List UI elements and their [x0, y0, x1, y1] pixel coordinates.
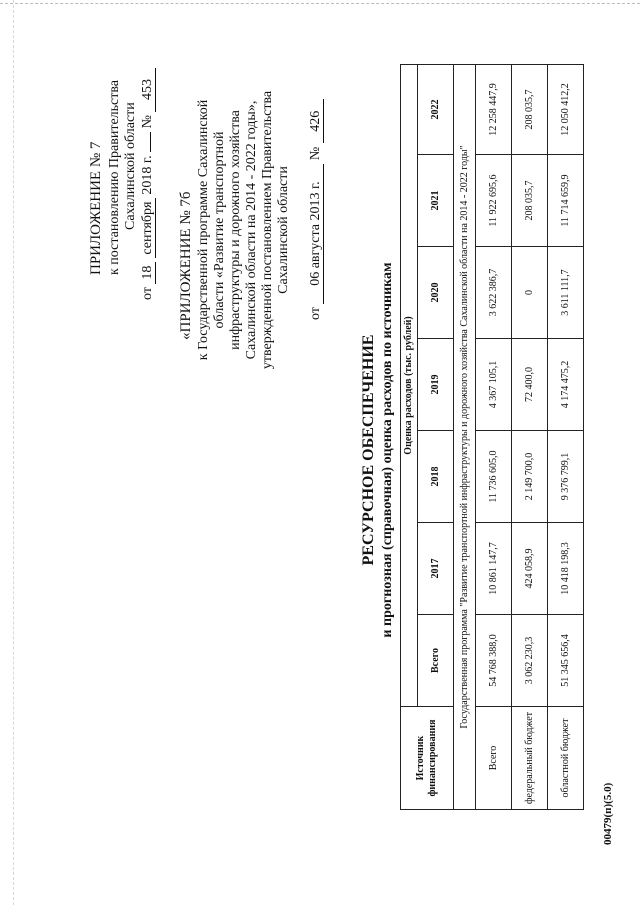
column-header: 2022 — [418, 64, 454, 154]
program-from-label: от — [308, 307, 323, 320]
program-number: 426 — [309, 99, 324, 143]
program-num-label: № — [308, 146, 323, 161]
program-row — [454, 64, 476, 809]
rotated-page — [20, 50, 620, 850]
appendix-line-2: Сахалинской области — [123, 102, 138, 230]
table-cell: 9 376 799,1 — [548, 431, 584, 523]
table-cell: 3 062 230,3 — [512, 615, 548, 707]
table-cell: 2 149 700,0 — [512, 431, 548, 523]
scan-edge-top — [0, 3, 640, 4]
table-cell: 11 922 695,6 — [476, 155, 512, 247]
row-label: Всего — [476, 707, 512, 810]
table-row — [512, 64, 548, 809]
program-line: к Государственной программе Сахалинской — [196, 99, 211, 361]
appendix-month: сентября — [141, 198, 156, 258]
table-row — [548, 64, 584, 809]
program-line: Сахалинской области — [276, 166, 291, 294]
scan-edge-left — [13, 0, 14, 905]
appendix-date-line — [140, 68, 156, 300]
program-appendix-title: «ПРИЛОЖЕНИЕ № 7б — [178, 191, 194, 340]
table-cell: 4 174 475,2 — [548, 339, 584, 431]
table-cell: 0 — [512, 247, 548, 339]
table-cell: 12 050 412,2 — [548, 64, 584, 154]
program-date: 06 августа 2013 г. — [309, 164, 324, 304]
column-header: 2021 — [418, 155, 454, 247]
appendix-title: ПРИЛОЖЕНИЕ № 7 — [88, 141, 104, 275]
table-cell: 10 418 198,3 — [548, 523, 584, 615]
table-cell: 12 258 447,9 — [476, 64, 512, 154]
program-appendix-lines — [196, 80, 292, 380]
program-line: инфраструктуры и дорожного хозяйства — [228, 110, 243, 350]
program-date-line — [308, 99, 324, 320]
table-cell: 54 768 388,0 — [476, 615, 512, 707]
table-row — [476, 64, 512, 809]
document-code: 00479(п)(5.0) — [602, 782, 614, 845]
appendix-number: 453 — [141, 68, 156, 112]
table-cell: 3 611 111,7 — [548, 247, 584, 339]
table-cell: 208 035,7 — [512, 64, 548, 154]
table-cell: 51 345 656,4 — [548, 615, 584, 707]
appendix-year: 2018 — [140, 166, 155, 195]
appendix-num-label: № — [140, 115, 155, 129]
table-cell: 11 714 659,9 — [548, 155, 584, 247]
row-label: федеральный бюджет — [512, 707, 548, 810]
appendix-from-label: от — [140, 287, 155, 300]
column-header: 2017 — [418, 523, 454, 615]
program-line: Сахалинской области на 2014 - 2022 годы», — [244, 100, 259, 360]
table-cell: 3 622 386,7 — [476, 247, 512, 339]
appendix-year-suffix: г. — [140, 155, 155, 164]
source-header: Источник финансирования — [401, 707, 454, 810]
table-cell: 208 035,7 — [512, 155, 548, 247]
row-label: областной бюджет — [548, 707, 584, 810]
table-cell: 4 367 105,1 — [476, 339, 512, 431]
document-title: РЕСУРСНОЕ ОБЕСПЕЧЕНИЕ — [360, 334, 377, 566]
table-header-row-2 — [418, 64, 454, 809]
estimate-header: Оценка расходов (тыс. рублей) — [401, 64, 418, 706]
column-header: 2019 — [418, 339, 454, 431]
table-cell: 424 058,9 — [512, 523, 548, 615]
document-subtitle: и прогнозная (справочная) оценка расходов по источникам — [380, 262, 395, 638]
program-line: области «Развитие транспортной — [212, 131, 227, 329]
program-line: утвержденной постановлением Правительства — [260, 90, 275, 370]
program-row-text: Государственная программа "Развитие транспортной инфраструктуры и дорожного хозяйства Сахалинской области на 2014 - 2022 годы" — [454, 64, 476, 809]
column-header: 2020 — [418, 247, 454, 339]
appendix-line-1: к постановлению Правительства — [107, 79, 122, 275]
table-header-row-1 — [401, 64, 418, 809]
table-cell: 72 400,0 — [512, 339, 548, 431]
resource-table — [400, 64, 584, 810]
table-cell: 10 861 147,7 — [476, 523, 512, 615]
table-cell: 11 736 605,0 — [476, 431, 512, 523]
appendix-day: 18 — [141, 262, 156, 284]
column-header: Всего — [418, 615, 454, 707]
column-header: 2018 — [418, 431, 454, 523]
